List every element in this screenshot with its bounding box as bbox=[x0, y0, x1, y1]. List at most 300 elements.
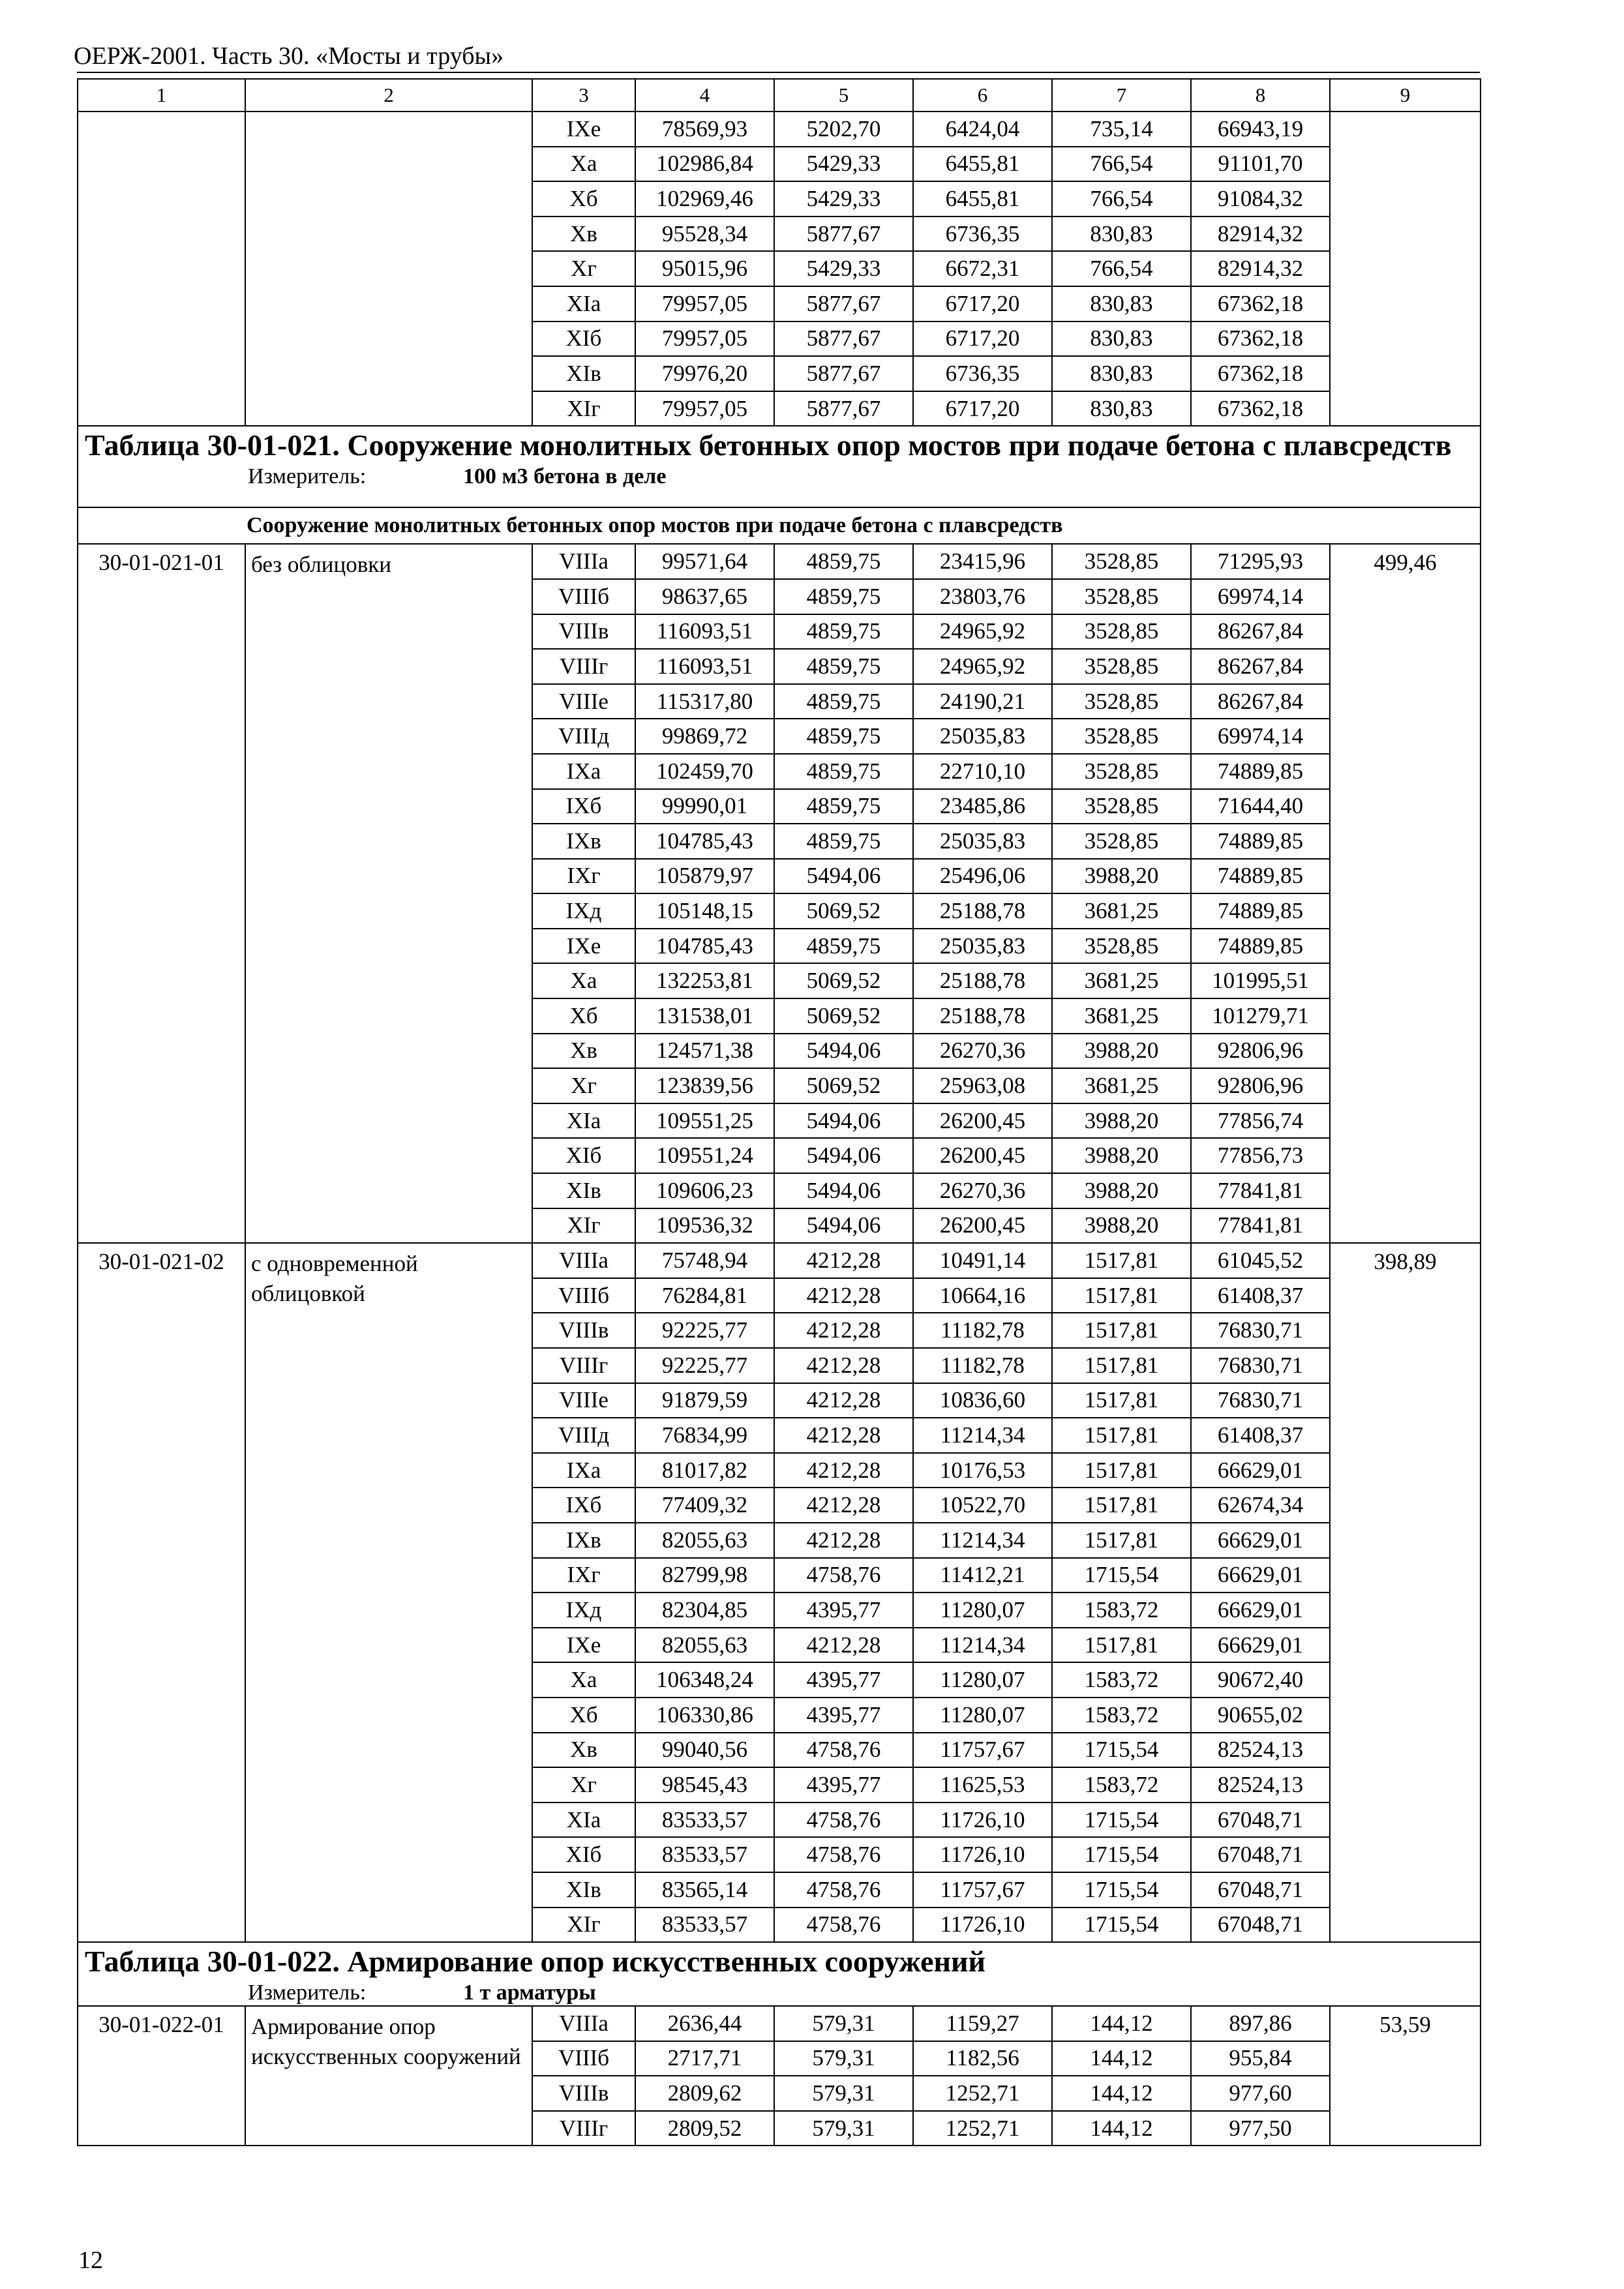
value-cell: 1715,54 bbox=[1052, 1803, 1191, 1838]
value-cell: 579,31 bbox=[774, 2006, 913, 2041]
region-cell: XIб bbox=[532, 1138, 635, 1173]
value-cell: 3681,25 bbox=[1052, 893, 1191, 929]
value-cell: 61408,37 bbox=[1191, 1418, 1330, 1453]
region-cell: VIIIа bbox=[532, 544, 635, 579]
value-cell: 3988,20 bbox=[1052, 1173, 1191, 1208]
value-cell: 25035,83 bbox=[913, 929, 1052, 964]
value-cell: 3681,25 bbox=[1052, 963, 1191, 998]
value-cell: 5877,67 bbox=[774, 286, 913, 322]
value-cell: 83565,14 bbox=[635, 1872, 774, 1908]
table-title: Таблица 30-01-021. Сооружение монолитных бетонных опор мостов при подаче бетона с плавсредств bbox=[85, 428, 1452, 462]
value-cell: 4859,75 bbox=[774, 719, 913, 754]
value-cell: 124571,38 bbox=[635, 1034, 774, 1069]
value-cell: 74889,85 bbox=[1191, 929, 1330, 964]
value-cell: 1583,72 bbox=[1052, 1698, 1191, 1733]
value-cell: 5494,06 bbox=[774, 1138, 913, 1173]
value-cell: 66629,01 bbox=[1191, 1593, 1330, 1628]
value-cell: 10522,70 bbox=[913, 1488, 1052, 1523]
value-cell: 99040,56 bbox=[635, 1733, 774, 1768]
value-cell: 3681,25 bbox=[1052, 1068, 1191, 1103]
value-cell: 1715,54 bbox=[1052, 1733, 1191, 1768]
value-cell: 1517,81 bbox=[1052, 1418, 1191, 1453]
value-cell: 25496,06 bbox=[913, 859, 1052, 894]
value-cell: 115317,80 bbox=[635, 684, 774, 719]
value-cell: 3988,20 bbox=[1052, 1103, 1191, 1139]
page-number: 12 bbox=[78, 2247, 103, 2274]
value-cell: 92806,96 bbox=[1191, 1034, 1330, 1069]
region-cell: XIг bbox=[532, 1908, 635, 1943]
value-cell: 1715,54 bbox=[1052, 1837, 1191, 1872]
value-cell: 67362,18 bbox=[1191, 391, 1330, 426]
value-cell: 4758,76 bbox=[774, 1872, 913, 1908]
value-cell: 5429,33 bbox=[774, 181, 913, 217]
value-cell: 4212,28 bbox=[774, 1488, 913, 1523]
value-cell: 71644,40 bbox=[1191, 789, 1330, 824]
value-cell: 6717,20 bbox=[913, 286, 1052, 322]
value-cell: 86267,84 bbox=[1191, 614, 1330, 650]
column-number: 9 bbox=[1330, 79, 1481, 112]
table-row bbox=[78, 544, 1481, 579]
value-cell: 11280,07 bbox=[913, 1698, 1052, 1733]
region-cell: VIIIд bbox=[532, 1418, 635, 1453]
value-cell: 66943,19 bbox=[1191, 112, 1330, 147]
column-number: 4 bbox=[635, 79, 774, 112]
value-cell: 4395,77 bbox=[774, 1593, 913, 1628]
value-cell: 3528,85 bbox=[1052, 684, 1191, 719]
value-cell: 82524,13 bbox=[1191, 1767, 1330, 1803]
value-cell: 6455,81 bbox=[913, 181, 1052, 217]
value-cell: 76830,71 bbox=[1191, 1313, 1330, 1348]
value-cell: 98545,43 bbox=[635, 1767, 774, 1803]
value-cell: 830,83 bbox=[1052, 356, 1191, 391]
value-cell: 22710,10 bbox=[913, 754, 1052, 789]
value-cell: 82799,98 bbox=[635, 1558, 774, 1593]
region-cell: VIIIб bbox=[532, 1278, 635, 1313]
region-cell: XIб bbox=[532, 322, 635, 357]
value-cell: 79976,20 bbox=[635, 356, 774, 391]
value-cell: 144,12 bbox=[1052, 2111, 1191, 2146]
value-cell: 1182,56 bbox=[913, 2041, 1052, 2076]
value-cell: 11412,21 bbox=[913, 1558, 1052, 1593]
value-cell: 74889,85 bbox=[1191, 754, 1330, 789]
value-cell: 5069,52 bbox=[774, 893, 913, 929]
value-cell: 3988,20 bbox=[1052, 1034, 1191, 1069]
value-cell: 5494,06 bbox=[774, 1173, 913, 1208]
value-cell: 25035,83 bbox=[913, 824, 1052, 859]
value-cell: 95015,96 bbox=[635, 251, 774, 286]
table-row bbox=[78, 112, 1481, 147]
value-cell: 3681,25 bbox=[1052, 998, 1191, 1034]
value-cell: 99869,72 bbox=[635, 719, 774, 754]
value-cell: 6736,35 bbox=[913, 356, 1052, 391]
value-cell: 4859,75 bbox=[774, 544, 913, 579]
value-cell: 4212,28 bbox=[774, 1313, 913, 1348]
value-cell: 4212,28 bbox=[774, 1243, 913, 1278]
value-cell: 766,54 bbox=[1052, 147, 1191, 182]
value-cell: 83533,57 bbox=[635, 1803, 774, 1838]
value-cell: 10491,14 bbox=[913, 1243, 1052, 1278]
region-cell: VIIIб bbox=[532, 2041, 635, 2076]
region-cell: XIа bbox=[532, 286, 635, 322]
value-cell: 3528,85 bbox=[1052, 824, 1191, 859]
value-cell: 1517,81 bbox=[1052, 1628, 1191, 1663]
value-cell: 2717,71 bbox=[635, 2041, 774, 2076]
value-cell: 75748,94 bbox=[635, 1243, 774, 1278]
value-cell: 1517,81 bbox=[1052, 1348, 1191, 1383]
value-cell: 91879,59 bbox=[635, 1383, 774, 1418]
value-cell: 116093,51 bbox=[635, 614, 774, 650]
item-name: без облицовки bbox=[245, 544, 532, 1243]
region-cell: XIв bbox=[532, 356, 635, 391]
value-cell: 25188,78 bbox=[913, 893, 1052, 929]
value-cell: 830,83 bbox=[1052, 217, 1191, 252]
region-cell: IXб bbox=[532, 789, 635, 824]
region-cell: Xа bbox=[532, 1662, 635, 1698]
value-cell: 1517,81 bbox=[1052, 1278, 1191, 1313]
value-cell: 67048,71 bbox=[1191, 1837, 1330, 1872]
value-cell: 92225,77 bbox=[635, 1348, 774, 1383]
value-cell: 76830,71 bbox=[1191, 1383, 1330, 1418]
header-rule bbox=[77, 72, 1480, 73]
value-cell: 3528,85 bbox=[1052, 579, 1191, 614]
value-cell: 6672,31 bbox=[913, 251, 1052, 286]
region-cell: IXв bbox=[532, 1523, 635, 1558]
value-cell: 74889,85 bbox=[1191, 824, 1330, 859]
value-cell: 1159,27 bbox=[913, 2006, 1052, 2041]
value-cell: 4758,76 bbox=[774, 1558, 913, 1593]
value-cell: 6424,04 bbox=[913, 112, 1052, 147]
value-cell: 82055,63 bbox=[635, 1523, 774, 1558]
value-cell: 78569,93 bbox=[635, 112, 774, 147]
value-cell: 3988,20 bbox=[1052, 859, 1191, 894]
value-cell: 67048,71 bbox=[1191, 1908, 1330, 1943]
value-cell: 74889,85 bbox=[1191, 859, 1330, 894]
value-cell: 4758,76 bbox=[774, 1908, 913, 1943]
value-cell: 955,84 bbox=[1191, 2041, 1330, 2076]
measure-label: Измеритель: bbox=[248, 1981, 367, 2005]
value-cell: 77841,81 bbox=[1191, 1173, 1330, 1208]
column-number: 7 bbox=[1052, 79, 1191, 112]
value-cell: 4212,28 bbox=[774, 1278, 913, 1313]
item-total: 398,89 bbox=[1330, 1243, 1481, 1942]
region-cell: IXе bbox=[532, 929, 635, 964]
column-number: 3 bbox=[532, 79, 635, 112]
value-cell: 3988,20 bbox=[1052, 1138, 1191, 1173]
value-cell: 77856,73 bbox=[1191, 1138, 1330, 1173]
value-cell: 102969,46 bbox=[635, 181, 774, 217]
measure-value: 100 м3 бетона в деле bbox=[463, 464, 667, 489]
value-cell: 4859,75 bbox=[774, 684, 913, 719]
value-cell: 11757,67 bbox=[913, 1872, 1052, 1908]
value-cell: 1517,81 bbox=[1052, 1313, 1191, 1348]
value-cell: 67048,71 bbox=[1191, 1872, 1330, 1908]
value-cell: 4212,28 bbox=[774, 1418, 913, 1453]
region-cell: XIв bbox=[532, 1173, 635, 1208]
value-cell: 82055,63 bbox=[635, 1628, 774, 1663]
value-cell: 71295,93 bbox=[1191, 544, 1330, 579]
value-cell: 109551,24 bbox=[635, 1138, 774, 1173]
region-cell: IXа bbox=[532, 754, 635, 789]
value-cell: 11214,34 bbox=[913, 1418, 1052, 1453]
value-cell: 61045,52 bbox=[1191, 1243, 1330, 1278]
region-cell: IXд bbox=[532, 893, 635, 929]
value-cell: 11726,10 bbox=[913, 1908, 1052, 1943]
value-cell: 76834,99 bbox=[635, 1418, 774, 1453]
value-cell: 1715,54 bbox=[1052, 1908, 1191, 1943]
region-cell: Xг bbox=[532, 251, 635, 286]
value-cell: 4395,77 bbox=[774, 1767, 913, 1803]
value-cell: 11280,07 bbox=[913, 1662, 1052, 1698]
value-cell: 4859,75 bbox=[774, 754, 913, 789]
table-subtitle-row bbox=[78, 507, 1481, 544]
region-cell: VIIIг bbox=[532, 2111, 635, 2146]
value-cell: 1715,54 bbox=[1052, 1872, 1191, 1908]
value-cell: 5069,52 bbox=[774, 998, 913, 1034]
value-cell: 62674,34 bbox=[1191, 1488, 1330, 1523]
region-cell: Xв bbox=[532, 217, 635, 252]
table-subtitle: Сооружение монолитных бетонных опор мостов при подаче бетона с плавсредств bbox=[78, 507, 1481, 544]
value-cell: 1583,72 bbox=[1052, 1767, 1191, 1803]
value-cell: 1715,54 bbox=[1052, 1558, 1191, 1593]
value-cell: 24190,21 bbox=[913, 684, 1052, 719]
value-cell: 11726,10 bbox=[913, 1803, 1052, 1838]
item-total: 53,59 bbox=[1330, 2006, 1481, 2146]
value-cell: 23415,96 bbox=[913, 544, 1052, 579]
measure-line bbox=[85, 1981, 1473, 2005]
value-cell: 4859,75 bbox=[774, 824, 913, 859]
price-table bbox=[77, 78, 1481, 2146]
value-cell: 2809,62 bbox=[635, 2076, 774, 2111]
value-cell: 3528,85 bbox=[1052, 544, 1191, 579]
value-cell: 5494,06 bbox=[774, 1208, 913, 1244]
value-cell: 11757,67 bbox=[913, 1733, 1052, 1768]
value-cell: 10176,53 bbox=[913, 1453, 1052, 1488]
value-cell: 91084,32 bbox=[1191, 181, 1330, 217]
value-cell: 91101,70 bbox=[1191, 147, 1330, 182]
value-cell: 4212,28 bbox=[774, 1348, 913, 1383]
region-cell: Xб bbox=[532, 181, 635, 217]
value-cell: 5494,06 bbox=[774, 1034, 913, 1069]
value-cell: 3528,85 bbox=[1052, 719, 1191, 754]
column-number: 6 bbox=[913, 79, 1052, 112]
value-cell: 3528,85 bbox=[1052, 929, 1191, 964]
value-cell: 5429,33 bbox=[774, 251, 913, 286]
value-cell: 26200,45 bbox=[913, 1208, 1052, 1244]
region-cell: IXг bbox=[532, 859, 635, 894]
value-cell: 26270,36 bbox=[913, 1034, 1052, 1069]
value-cell: 98637,65 bbox=[635, 579, 774, 614]
value-cell: 5877,67 bbox=[774, 322, 913, 357]
value-cell: 10836,60 bbox=[913, 1383, 1052, 1418]
region-cell: VIIIа bbox=[532, 1243, 635, 1278]
value-cell: 830,83 bbox=[1052, 322, 1191, 357]
value-cell: 99571,64 bbox=[635, 544, 774, 579]
value-cell: 69974,14 bbox=[1191, 719, 1330, 754]
region-cell: VIIIа bbox=[532, 2006, 635, 2041]
region-cell: XIв bbox=[532, 1872, 635, 1908]
value-cell: 26270,36 bbox=[913, 1173, 1052, 1208]
table-row bbox=[78, 2006, 1481, 2041]
value-cell: 4212,28 bbox=[774, 1453, 913, 1488]
value-cell: 24965,92 bbox=[913, 614, 1052, 650]
value-cell: 99990,01 bbox=[635, 789, 774, 824]
region-cell: Xа bbox=[532, 963, 635, 998]
region-cell: IXб bbox=[532, 1488, 635, 1523]
value-cell: 131538,01 bbox=[635, 998, 774, 1034]
table-title: Таблица 30-01-022. Армирование опор искусственных сооружений bbox=[85, 1945, 986, 1979]
value-cell: 79957,05 bbox=[635, 391, 774, 426]
value-cell: 6736,35 bbox=[913, 217, 1052, 252]
table-title-row bbox=[78, 1942, 1481, 2006]
region-cell: IXв bbox=[532, 824, 635, 859]
value-cell: 83533,57 bbox=[635, 1908, 774, 1943]
value-cell: 766,54 bbox=[1052, 181, 1191, 217]
value-cell: 92806,96 bbox=[1191, 1068, 1330, 1103]
value-cell: 24965,92 bbox=[913, 649, 1052, 684]
item-total: 499,46 bbox=[1330, 544, 1481, 1243]
region-cell: XIг bbox=[532, 1208, 635, 1244]
region-cell: Xб bbox=[532, 1698, 635, 1733]
table-body bbox=[78, 79, 1481, 2146]
value-cell: 4859,75 bbox=[774, 579, 913, 614]
region-cell: Xв bbox=[532, 1733, 635, 1768]
value-cell: 11625,53 bbox=[913, 1767, 1052, 1803]
total-cell bbox=[1330, 112, 1481, 426]
value-cell: 25963,08 bbox=[913, 1068, 1052, 1103]
value-cell: 1583,72 bbox=[1052, 1662, 1191, 1698]
value-cell: 101995,51 bbox=[1191, 963, 1330, 998]
value-cell: 3528,85 bbox=[1052, 649, 1191, 684]
value-cell: 69974,14 bbox=[1191, 579, 1330, 614]
measure-label: Измеритель: bbox=[248, 464, 367, 489]
region-cell: VIIIв bbox=[532, 614, 635, 650]
value-cell: 106330,86 bbox=[635, 1698, 774, 1733]
value-cell: 90655,02 bbox=[1191, 1698, 1330, 1733]
value-cell: 3528,85 bbox=[1052, 754, 1191, 789]
value-cell: 26200,45 bbox=[913, 1103, 1052, 1139]
region-cell: XIб bbox=[532, 1837, 635, 1872]
value-cell: 3528,85 bbox=[1052, 789, 1191, 824]
item-name: с одновременной облицовкой bbox=[245, 1243, 532, 1942]
code-cell bbox=[78, 112, 245, 426]
value-cell: 1252,71 bbox=[913, 2111, 1052, 2146]
value-cell: 11726,10 bbox=[913, 1837, 1052, 1872]
value-cell: 61408,37 bbox=[1191, 1278, 1330, 1313]
value-cell: 106348,24 bbox=[635, 1662, 774, 1698]
region-cell: XIа bbox=[532, 1803, 635, 1838]
value-cell: 1583,72 bbox=[1052, 1593, 1191, 1628]
value-cell: 977,60 bbox=[1191, 2076, 1330, 2111]
item-code: 30-01-021-01 bbox=[78, 544, 245, 1243]
value-cell: 1517,81 bbox=[1052, 1383, 1191, 1418]
value-cell: 66629,01 bbox=[1191, 1523, 1330, 1558]
value-cell: 66629,01 bbox=[1191, 1628, 1330, 1663]
value-cell: 1252,71 bbox=[913, 2076, 1052, 2111]
value-cell: 1517,81 bbox=[1052, 1523, 1191, 1558]
value-cell: 92225,77 bbox=[635, 1313, 774, 1348]
value-cell: 79957,05 bbox=[635, 322, 774, 357]
column-number: 1 bbox=[78, 79, 245, 112]
region-cell: Xб bbox=[532, 998, 635, 1034]
item-name: Армирование опор искусственных сооружений bbox=[245, 2006, 532, 2146]
value-cell: 11280,07 bbox=[913, 1593, 1052, 1628]
value-cell: 6717,20 bbox=[913, 391, 1052, 426]
region-cell: VIIIе bbox=[532, 684, 635, 719]
value-cell: 67362,18 bbox=[1191, 286, 1330, 322]
item-code: 30-01-022-01 bbox=[78, 2006, 245, 2146]
table-title-cell bbox=[78, 1942, 1481, 2006]
table-title-cell bbox=[78, 426, 1481, 507]
region-cell: Xв bbox=[532, 1034, 635, 1069]
value-cell: 102459,70 bbox=[635, 754, 774, 789]
value-cell: 77856,74 bbox=[1191, 1103, 1330, 1139]
value-cell: 4395,77 bbox=[774, 1662, 913, 1698]
table-title-row bbox=[78, 426, 1481, 507]
value-cell: 4859,75 bbox=[774, 929, 913, 964]
value-cell: 4859,75 bbox=[774, 789, 913, 824]
value-cell: 86267,84 bbox=[1191, 649, 1330, 684]
region-cell: IXг bbox=[532, 1558, 635, 1593]
region-cell: XIа bbox=[532, 1103, 635, 1139]
column-number: 5 bbox=[774, 79, 913, 112]
value-cell: 23485,86 bbox=[913, 789, 1052, 824]
region-cell: VIIIб bbox=[532, 579, 635, 614]
value-cell: 5069,52 bbox=[774, 963, 913, 998]
measure-line bbox=[85, 464, 1473, 489]
value-cell: 766,54 bbox=[1052, 251, 1191, 286]
value-cell: 5202,70 bbox=[774, 112, 913, 147]
value-cell: 81017,82 bbox=[635, 1453, 774, 1488]
region-cell: VIIIв bbox=[532, 2076, 635, 2111]
value-cell: 5429,33 bbox=[774, 147, 913, 182]
value-cell: 90672,40 bbox=[1191, 1662, 1330, 1698]
value-cell: 3528,85 bbox=[1052, 614, 1191, 650]
region-cell: Xа bbox=[532, 147, 635, 182]
value-cell: 3988,20 bbox=[1052, 1208, 1191, 1244]
value-cell: 104785,43 bbox=[635, 824, 774, 859]
value-cell: 26200,45 bbox=[913, 1138, 1052, 1173]
value-cell: 579,31 bbox=[774, 2041, 913, 2076]
value-cell: 79957,05 bbox=[635, 286, 774, 322]
column-number: 2 bbox=[245, 79, 532, 112]
name-cell bbox=[245, 112, 532, 426]
measure-value: 1 т арматуры bbox=[463, 1981, 596, 2005]
region-cell: VIIIд bbox=[532, 719, 635, 754]
column-number-row bbox=[78, 79, 1481, 112]
region-cell: VIIIг bbox=[532, 649, 635, 684]
value-cell: 77409,32 bbox=[635, 1488, 774, 1523]
value-cell: 977,50 bbox=[1191, 2111, 1330, 2146]
value-cell: 11214,34 bbox=[913, 1523, 1052, 1558]
value-cell: 5069,52 bbox=[774, 1068, 913, 1103]
value-cell: 83533,57 bbox=[635, 1837, 774, 1872]
value-cell: 5494,06 bbox=[774, 1103, 913, 1139]
table-row bbox=[78, 1243, 1481, 1278]
value-cell: 579,31 bbox=[774, 2076, 913, 2111]
value-cell: 144,12 bbox=[1052, 2006, 1191, 2041]
value-cell: 109536,32 bbox=[635, 1208, 774, 1244]
region-cell: IXе bbox=[532, 1628, 635, 1663]
value-cell: 10664,16 bbox=[913, 1278, 1052, 1313]
value-cell: 4758,76 bbox=[774, 1803, 913, 1838]
value-cell: 6717,20 bbox=[913, 322, 1052, 357]
value-cell: 25188,78 bbox=[913, 963, 1052, 998]
value-cell: 1517,81 bbox=[1052, 1488, 1191, 1523]
value-cell: 735,14 bbox=[1052, 112, 1191, 147]
value-cell: 4212,28 bbox=[774, 1383, 913, 1418]
value-cell: 23803,76 bbox=[913, 579, 1052, 614]
value-cell: 5494,06 bbox=[774, 859, 913, 894]
